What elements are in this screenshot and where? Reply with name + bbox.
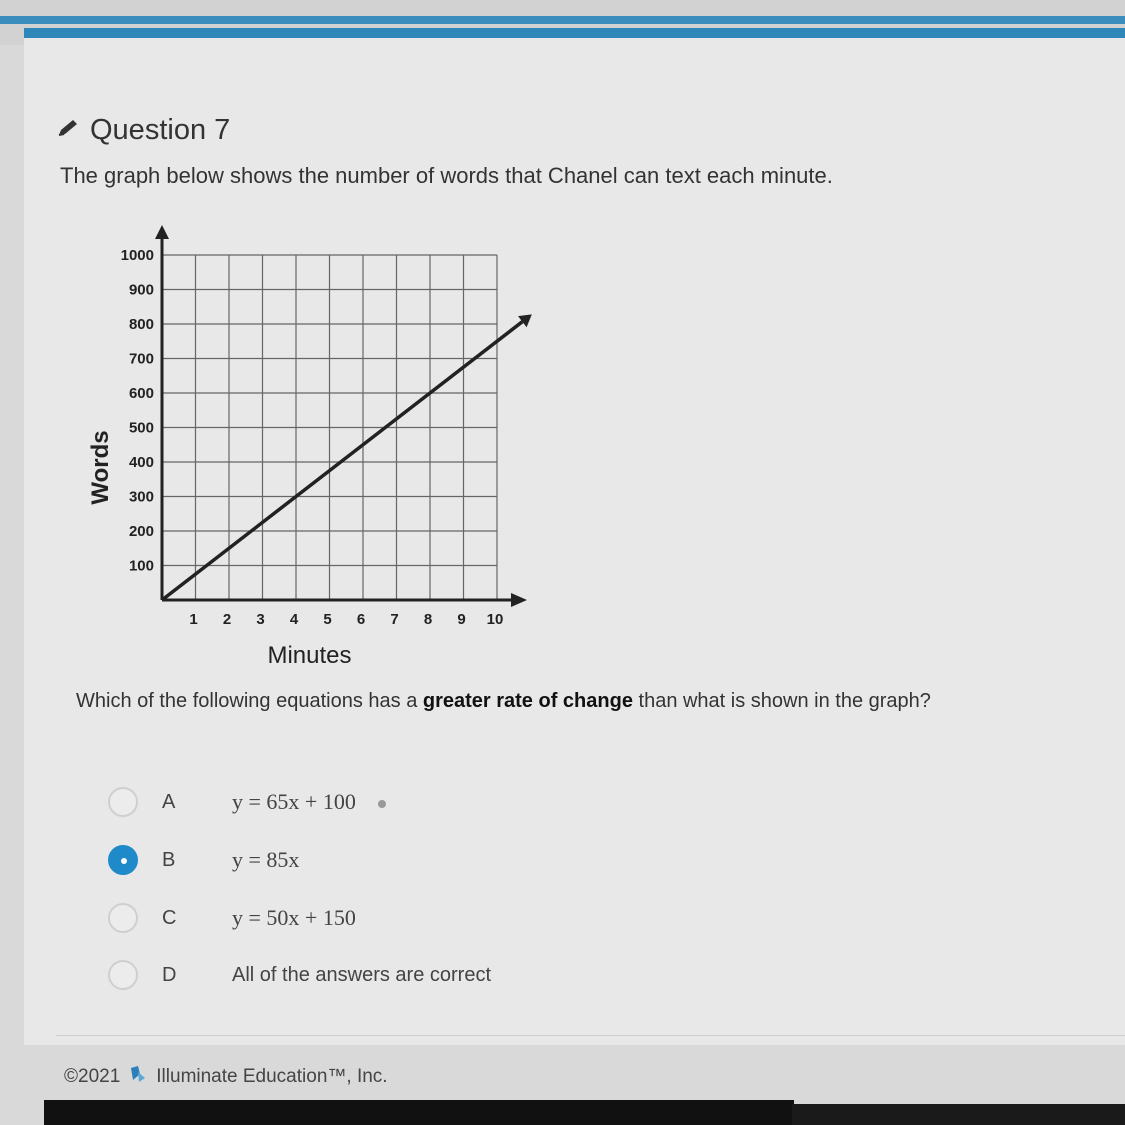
x-axis-label: Minutes xyxy=(267,642,352,669)
x-axis-arrow xyxy=(511,593,527,607)
question-text: The graph below shows the number of words that Chanel can text each minute. xyxy=(60,163,833,188)
choice-letter-b: B xyxy=(162,848,176,871)
y-tick-label: 400 xyxy=(128,454,154,471)
y-tick-label: 200 xyxy=(128,523,154,540)
y-tick-label: 100 xyxy=(128,557,154,575)
question-prompt xyxy=(76,690,931,713)
copyright-text: ©2021 xyxy=(64,1066,121,1087)
y-axis-arrow xyxy=(155,225,169,239)
y-tick-label: 1000 xyxy=(120,247,154,264)
radio-button-a[interactable] xyxy=(108,787,138,817)
x-tick-label: 8 xyxy=(423,611,433,628)
y-tick-label: 300 xyxy=(128,488,154,506)
choice-c[interactable] xyxy=(108,900,356,936)
choice-d[interactable] xyxy=(108,957,491,993)
y-tick-label: 500 xyxy=(128,419,154,437)
prompt-bold-text: greater rate of change xyxy=(422,690,633,712)
x-tick-label: 7 xyxy=(390,611,399,628)
choice-letter-a: A xyxy=(162,790,176,813)
x-tick-label: 10 xyxy=(486,611,504,628)
top-accent-line xyxy=(0,16,1125,24)
footer xyxy=(64,1064,388,1090)
data-series-line xyxy=(162,322,522,600)
line-graph xyxy=(80,215,540,675)
pencil-icon xyxy=(56,117,82,144)
device-bezel-left xyxy=(44,1100,794,1125)
choice-letter-c: C xyxy=(162,906,177,929)
x-tick-label: 6 xyxy=(356,611,366,628)
choice-a[interactable] xyxy=(108,784,356,820)
choice-text-d: All of the answers are correct xyxy=(232,963,491,986)
choice-letter-d: D xyxy=(162,963,177,986)
device-bezel-right xyxy=(792,1104,1125,1125)
x-tick-label: 2 xyxy=(222,611,232,628)
illuminate-logo-icon xyxy=(128,1064,148,1090)
prompt-text-start: Which of the following equations has a xyxy=(76,690,423,712)
choice-b[interactable] xyxy=(108,842,300,878)
y-tick-label: 600 xyxy=(128,385,154,402)
x-tick-label: 9 xyxy=(457,611,466,628)
choice-equation-c: y = 50x + 150 xyxy=(232,905,356,930)
y-tick-label: 700 xyxy=(128,350,154,368)
choice-equation-b: y = 85x xyxy=(232,847,300,872)
radio-button-d[interactable] xyxy=(108,960,138,990)
question-header xyxy=(56,114,230,147)
y-tick-label: 800 xyxy=(128,316,154,333)
y-axis-label: Words xyxy=(87,430,114,505)
x-tick-label: 1 xyxy=(189,611,198,628)
choice-equation-a: y = 65x + 100 xyxy=(232,789,386,815)
x-tick-label: 3 xyxy=(256,611,265,628)
x-tick-label: 4 xyxy=(289,611,299,628)
x-tick-label: 5 xyxy=(323,611,332,628)
y-tick-label: 900 xyxy=(128,281,154,299)
dot-icon xyxy=(378,800,386,808)
radio-button-b-selected[interactable] xyxy=(108,845,138,875)
footer-divider xyxy=(56,1035,1125,1036)
question-title: Question 7 xyxy=(90,114,231,146)
company-name: Illuminate Education™, Inc. xyxy=(156,1066,388,1087)
prompt-text-end: than what is shown in the graph? xyxy=(632,690,931,712)
radio-button-c[interactable] xyxy=(108,903,138,933)
